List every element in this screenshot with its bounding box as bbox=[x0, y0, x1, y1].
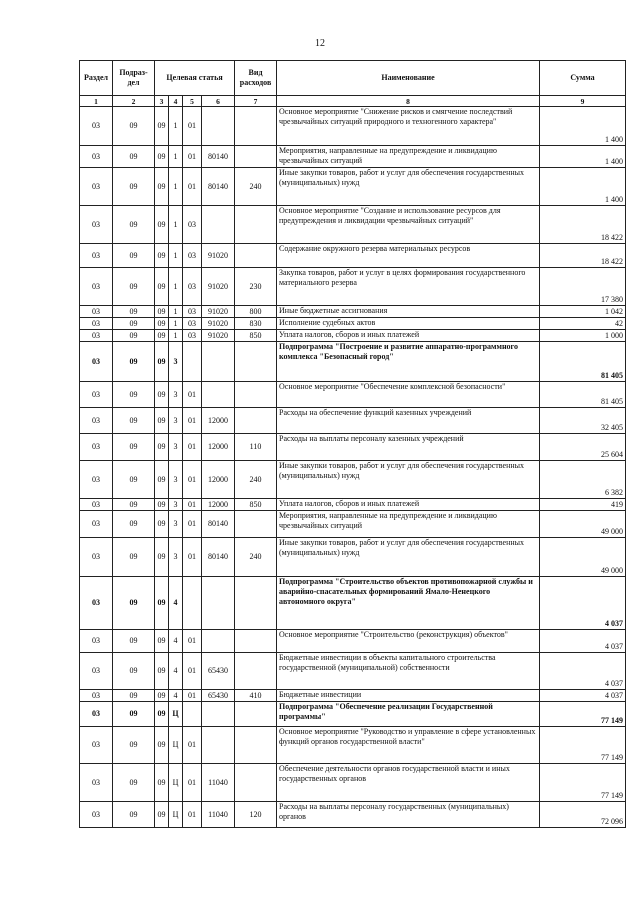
cell-cs-program: 09 bbox=[155, 342, 169, 382]
cell-cs-program: 09 bbox=[155, 630, 169, 653]
cell-summa: 81 405 bbox=[540, 382, 626, 408]
table-row bbox=[80, 107, 626, 146]
cell-razdel: 03 bbox=[80, 461, 113, 499]
cell-naimenovanie: Мероприятия, направленные на предупреждение и ликвидацию чрезвычайных ситуаций bbox=[277, 511, 540, 538]
cell-podrazdel: 09 bbox=[113, 168, 155, 206]
cell-cs-subprogram: 3 bbox=[169, 408, 183, 434]
cell-podrazdel: 09 bbox=[113, 342, 155, 382]
cell-cs-event: 03 bbox=[183, 244, 202, 268]
cell-vid-rashodov bbox=[235, 206, 277, 244]
cell-cs-event: 03 bbox=[183, 306, 202, 318]
cell-razdel: 03 bbox=[80, 690, 113, 702]
cell-vid-rashodov bbox=[235, 244, 277, 268]
cell-vid-rashodov: 120 bbox=[235, 802, 277, 828]
column-number-row bbox=[80, 96, 626, 107]
cell-summa: 77 149 bbox=[540, 727, 626, 764]
cell-cs-subprogram: 1 bbox=[169, 244, 183, 268]
cell-podrazdel: 09 bbox=[113, 461, 155, 499]
cell-summa: 18 422 bbox=[540, 244, 626, 268]
cell-cs-direction: 91020 bbox=[202, 306, 235, 318]
cell-cs-program: 09 bbox=[155, 206, 169, 244]
cell-razdel: 03 bbox=[80, 342, 113, 382]
header-naimenovanie: Наименование bbox=[277, 61, 540, 96]
col-number: 7 bbox=[235, 96, 277, 107]
cell-razdel: 03 bbox=[80, 107, 113, 146]
cell-cs-event: 03 bbox=[183, 330, 202, 342]
cell-vid-rashodov bbox=[235, 511, 277, 538]
cell-cs-direction: 12000 bbox=[202, 461, 235, 499]
col-number: 8 bbox=[277, 96, 540, 107]
cell-razdel: 03 bbox=[80, 244, 113, 268]
cell-cs-event: 01 bbox=[183, 434, 202, 461]
col-number: 1 bbox=[80, 96, 113, 107]
cell-cs-direction: 11040 bbox=[202, 764, 235, 802]
cell-summa: 77 149 bbox=[540, 764, 626, 802]
cell-podrazdel: 09 bbox=[113, 206, 155, 244]
table-row bbox=[80, 727, 626, 764]
cell-cs-subprogram: 4 bbox=[169, 577, 183, 630]
cell-podrazdel: 09 bbox=[113, 653, 155, 690]
cell-naimenovanie: Расходы на выплаты персоналу казенных учреждений bbox=[277, 434, 540, 461]
cell-cs-subprogram: 1 bbox=[169, 146, 183, 168]
cell-cs-event: 01 bbox=[183, 802, 202, 828]
cell-podrazdel: 09 bbox=[113, 434, 155, 461]
cell-naimenovanie: Иные закупки товаров, работ и услуг для обеспечения государственных (муниципальных) нужд bbox=[277, 538, 540, 577]
col-number: 4 bbox=[169, 96, 183, 107]
cell-cs-direction bbox=[202, 206, 235, 244]
col-number: 3 bbox=[155, 96, 169, 107]
cell-naimenovanie: Бюджетные инвестиции в объекты капитального строительства государственной (муниципальной) собственности bbox=[277, 653, 540, 690]
cell-cs-event bbox=[183, 577, 202, 630]
cell-cs-event: 01 bbox=[183, 653, 202, 690]
cell-summa: 1 000 bbox=[540, 330, 626, 342]
col-number: 2 bbox=[113, 96, 155, 107]
cell-podrazdel: 09 bbox=[113, 727, 155, 764]
cell-cs-program: 09 bbox=[155, 434, 169, 461]
cell-cs-event: 01 bbox=[183, 107, 202, 146]
cell-summa: 4 037 bbox=[540, 577, 626, 630]
header-podrazdel: Подраз- дел bbox=[113, 61, 155, 96]
cell-cs-direction: 65430 bbox=[202, 690, 235, 702]
cell-summa: 419 bbox=[540, 499, 626, 511]
cell-cs-event: 01 bbox=[183, 630, 202, 653]
cell-naimenovanie: Уплата налогов, сборов и иных платежей bbox=[277, 330, 540, 342]
cell-cs-program: 09 bbox=[155, 727, 169, 764]
cell-podrazdel: 09 bbox=[113, 330, 155, 342]
cell-summa: 4 037 bbox=[540, 690, 626, 702]
cell-naimenovanie: Подпрограмма "Строительство объектов противопожарной службы и аварийно-спасательных формирований Ямало-Ненецкого автономного округа" bbox=[277, 577, 540, 630]
cell-cs-event: 01 bbox=[183, 690, 202, 702]
cell-cs-program: 09 bbox=[155, 408, 169, 434]
cell-podrazdel: 09 bbox=[113, 499, 155, 511]
cell-cs-program: 09 bbox=[155, 244, 169, 268]
cell-cs-subprogram: 4 bbox=[169, 690, 183, 702]
cell-cs-program: 09 bbox=[155, 653, 169, 690]
cell-summa: 77 149 bbox=[540, 702, 626, 727]
cell-naimenovanie: Основное мероприятие "Руководство и управление в сфере установленных функций органов государственной власти" bbox=[277, 727, 540, 764]
cell-cs-direction: 12000 bbox=[202, 408, 235, 434]
cell-cs-program: 09 bbox=[155, 577, 169, 630]
cell-cs-direction: 91020 bbox=[202, 268, 235, 306]
cell-naimenovanie: Закупка товаров, работ и услуг в целях формирования государственного материального резерва bbox=[277, 268, 540, 306]
cell-naimenovanie: Уплата налогов, сборов и иных платежей bbox=[277, 499, 540, 511]
cell-cs-direction bbox=[202, 342, 235, 382]
cell-cs-program: 09 bbox=[155, 306, 169, 318]
cell-cs-subprogram: 1 bbox=[169, 168, 183, 206]
cell-razdel: 03 bbox=[80, 168, 113, 206]
table-row bbox=[80, 802, 626, 828]
table-body bbox=[80, 107, 626, 828]
cell-vid-rashodov: 230 bbox=[235, 268, 277, 306]
cell-cs-direction bbox=[202, 107, 235, 146]
cell-razdel: 03 bbox=[80, 318, 113, 330]
cell-cs-program: 09 bbox=[155, 702, 169, 727]
table-row bbox=[80, 499, 626, 511]
cell-cs-direction bbox=[202, 630, 235, 653]
cell-vid-rashodov bbox=[235, 408, 277, 434]
cell-cs-direction: 91020 bbox=[202, 318, 235, 330]
cell-naimenovanie: Расходы на выплаты персоналу государственных (муниципальных) органов bbox=[277, 802, 540, 828]
cell-cs-event bbox=[183, 342, 202, 382]
cell-summa: 6 382 bbox=[540, 461, 626, 499]
cell-cs-event: 03 bbox=[183, 318, 202, 330]
col-number: 9 bbox=[540, 96, 626, 107]
cell-summa: 72 096 bbox=[540, 802, 626, 828]
page-number: 12 bbox=[315, 38, 325, 49]
cell-cs-subprogram: 4 bbox=[169, 630, 183, 653]
table-row bbox=[80, 244, 626, 268]
cell-cs-direction: 65430 bbox=[202, 653, 235, 690]
cell-cs-program: 09 bbox=[155, 764, 169, 802]
cell-naimenovanie: Основное мероприятие "Строительство (реконструкция) объектов" bbox=[277, 630, 540, 653]
cell-razdel: 03 bbox=[80, 538, 113, 577]
cell-cs-direction: 80140 bbox=[202, 146, 235, 168]
cell-razdel: 03 bbox=[80, 511, 113, 538]
header-summa: Сумма bbox=[540, 61, 626, 96]
cell-summa: 4 037 bbox=[540, 630, 626, 653]
cell-cs-subprogram: 1 bbox=[169, 318, 183, 330]
cell-razdel: 03 bbox=[80, 653, 113, 690]
cell-vid-rashodov bbox=[235, 146, 277, 168]
cell-razdel: 03 bbox=[80, 268, 113, 306]
cell-podrazdel: 09 bbox=[113, 107, 155, 146]
table-row bbox=[80, 538, 626, 577]
table-row bbox=[80, 434, 626, 461]
cell-cs-event: 01 bbox=[183, 499, 202, 511]
cell-razdel: 03 bbox=[80, 146, 113, 168]
cell-cs-subprogram: Ц bbox=[169, 764, 183, 802]
cell-vid-rashodov: 410 bbox=[235, 690, 277, 702]
cell-cs-direction bbox=[202, 382, 235, 408]
cell-razdel: 03 bbox=[80, 382, 113, 408]
cell-cs-event bbox=[183, 702, 202, 727]
cell-cs-direction: 12000 bbox=[202, 434, 235, 461]
cell-summa: 49 000 bbox=[540, 538, 626, 577]
cell-cs-event: 01 bbox=[183, 538, 202, 577]
cell-summa: 81 405 bbox=[540, 342, 626, 382]
cell-naimenovanie: Расходы на обеспечение функций казенных учреждений bbox=[277, 408, 540, 434]
cell-podrazdel: 09 bbox=[113, 802, 155, 828]
header-razdel: Раздел bbox=[80, 61, 113, 96]
cell-cs-direction: 80140 bbox=[202, 168, 235, 206]
cell-razdel: 03 bbox=[80, 630, 113, 653]
cell-podrazdel: 09 bbox=[113, 577, 155, 630]
cell-vid-rashodov bbox=[235, 727, 277, 764]
table-row bbox=[80, 168, 626, 206]
cell-summa: 42 bbox=[540, 318, 626, 330]
table-row bbox=[80, 330, 626, 342]
col-number: 6 bbox=[202, 96, 235, 107]
cell-cs-program: 09 bbox=[155, 802, 169, 828]
cell-cs-subprogram: 1 bbox=[169, 306, 183, 318]
cell-cs-subprogram: 3 bbox=[169, 382, 183, 408]
table-row bbox=[80, 268, 626, 306]
cell-vid-rashodov: 240 bbox=[235, 461, 277, 499]
cell-cs-direction: 80140 bbox=[202, 511, 235, 538]
table-row bbox=[80, 408, 626, 434]
cell-podrazdel: 09 bbox=[113, 318, 155, 330]
cell-summa: 49 000 bbox=[540, 511, 626, 538]
cell-cs-event: 01 bbox=[183, 461, 202, 499]
cell-cs-event: 01 bbox=[183, 146, 202, 168]
col-number: 5 bbox=[183, 96, 202, 107]
cell-cs-subprogram: 1 bbox=[169, 330, 183, 342]
cell-summa: 32 405 bbox=[540, 408, 626, 434]
cell-cs-subprogram: Ц bbox=[169, 702, 183, 727]
cell-podrazdel: 09 bbox=[113, 538, 155, 577]
header-row bbox=[80, 61, 626, 96]
cell-summa: 17 380 bbox=[540, 268, 626, 306]
cell-cs-direction bbox=[202, 577, 235, 630]
cell-summa: 1 042 bbox=[540, 306, 626, 318]
cell-cs-program: 09 bbox=[155, 511, 169, 538]
cell-cs-direction: 91020 bbox=[202, 330, 235, 342]
cell-razdel: 03 bbox=[80, 434, 113, 461]
table-row bbox=[80, 511, 626, 538]
cell-cs-direction bbox=[202, 727, 235, 764]
cell-cs-event: 01 bbox=[183, 382, 202, 408]
cell-cs-event: 01 bbox=[183, 727, 202, 764]
cell-podrazdel: 09 bbox=[113, 630, 155, 653]
table-row bbox=[80, 342, 626, 382]
cell-cs-program: 09 bbox=[155, 382, 169, 408]
cell-vid-rashodov bbox=[235, 342, 277, 382]
cell-naimenovanie: Иные закупки товаров, работ и услуг для обеспечения государственных (муниципальных) нужд bbox=[277, 461, 540, 499]
cell-naimenovanie: Содержание окружного резерва материальных ресурсов bbox=[277, 244, 540, 268]
cell-razdel: 03 bbox=[80, 764, 113, 802]
table-row bbox=[80, 306, 626, 318]
cell-cs-event: 03 bbox=[183, 206, 202, 244]
budget-table bbox=[79, 60, 626, 828]
table-row bbox=[80, 702, 626, 727]
cell-vid-rashodov: 850 bbox=[235, 330, 277, 342]
cell-vid-rashodov bbox=[235, 630, 277, 653]
cell-razdel: 03 bbox=[80, 802, 113, 828]
cell-vid-rashodov bbox=[235, 577, 277, 630]
cell-razdel: 03 bbox=[80, 330, 113, 342]
cell-cs-subprogram: 1 bbox=[169, 107, 183, 146]
table-row bbox=[80, 690, 626, 702]
cell-vid-rashodov: 240 bbox=[235, 538, 277, 577]
cell-podrazdel: 09 bbox=[113, 764, 155, 802]
cell-cs-subprogram: 3 bbox=[169, 538, 183, 577]
cell-naimenovanie: Мероприятия, направленные на предупреждение и ликвидацию чрезвычайных ситуаций bbox=[277, 146, 540, 168]
header-celevaya-statya: Целевая статья bbox=[155, 61, 235, 96]
cell-cs-subprogram: 4 bbox=[169, 653, 183, 690]
cell-cs-program: 09 bbox=[155, 318, 169, 330]
cell-cs-program: 09 bbox=[155, 268, 169, 306]
cell-cs-program: 09 bbox=[155, 499, 169, 511]
cell-podrazdel: 09 bbox=[113, 690, 155, 702]
cell-vid-rashodov: 110 bbox=[235, 434, 277, 461]
cell-cs-direction: 91020 bbox=[202, 244, 235, 268]
cell-razdel: 03 bbox=[80, 577, 113, 630]
cell-cs-subprogram: 3 bbox=[169, 499, 183, 511]
cell-podrazdel: 09 bbox=[113, 306, 155, 318]
cell-cs-direction bbox=[202, 702, 235, 727]
cell-vid-rashodov bbox=[235, 764, 277, 802]
cell-naimenovanie: Подпрограмма "Построение и развитие аппаратно-программного комплекса "Безопасный город" bbox=[277, 342, 540, 382]
cell-cs-event: 01 bbox=[183, 408, 202, 434]
cell-cs-event: 01 bbox=[183, 168, 202, 206]
cell-vid-rashodov bbox=[235, 653, 277, 690]
cell-podrazdel: 09 bbox=[113, 268, 155, 306]
cell-cs-subprogram: 3 bbox=[169, 434, 183, 461]
cell-naimenovanie: Обеспечение деятельности органов государственной власти и иных государственных органов bbox=[277, 764, 540, 802]
cell-cs-subprogram: 3 bbox=[169, 342, 183, 382]
cell-cs-program: 09 bbox=[155, 168, 169, 206]
cell-naimenovanie: Бюджетные инвестиции bbox=[277, 690, 540, 702]
cell-cs-subprogram: 1 bbox=[169, 268, 183, 306]
cell-summa: 18 422 bbox=[540, 206, 626, 244]
cell-summa: 1 400 bbox=[540, 146, 626, 168]
table-row bbox=[80, 206, 626, 244]
cell-cs-subprogram: Ц bbox=[169, 802, 183, 828]
cell-podrazdel: 09 bbox=[113, 146, 155, 168]
table-row bbox=[80, 146, 626, 168]
cell-cs-program: 09 bbox=[155, 461, 169, 499]
cell-cs-direction: 80140 bbox=[202, 538, 235, 577]
cell-vid-rashodov: 800 bbox=[235, 306, 277, 318]
cell-cs-program: 09 bbox=[155, 107, 169, 146]
cell-vid-rashodov: 240 bbox=[235, 168, 277, 206]
table-row bbox=[80, 318, 626, 330]
cell-naimenovanie: Исполнение судебных актов bbox=[277, 318, 540, 330]
cell-naimenovanie: Основное мероприятие "Обеспечение комплексной безопасности" bbox=[277, 382, 540, 408]
cell-summa: 4 037 bbox=[540, 653, 626, 690]
cell-cs-program: 09 bbox=[155, 690, 169, 702]
cell-cs-subprogram: 3 bbox=[169, 511, 183, 538]
cell-razdel: 03 bbox=[80, 702, 113, 727]
cell-podrazdel: 09 bbox=[113, 382, 155, 408]
cell-naimenovanie: Иные бюджетные ассигнования bbox=[277, 306, 540, 318]
cell-podrazdel: 09 bbox=[113, 244, 155, 268]
cell-cs-program: 09 bbox=[155, 146, 169, 168]
cell-cs-event: 03 bbox=[183, 268, 202, 306]
cell-vid-rashodov: 850 bbox=[235, 499, 277, 511]
table-row bbox=[80, 577, 626, 630]
cell-podrazdel: 09 bbox=[113, 408, 155, 434]
cell-razdel: 03 bbox=[80, 306, 113, 318]
cell-razdel: 03 bbox=[80, 408, 113, 434]
cell-naimenovanie: Иные закупки товаров, работ и услуг для обеспечения государственных (муниципальных) нужд bbox=[277, 168, 540, 206]
cell-naimenovanie: Подпрограмма "Обеспечение реализации Государственной программы" bbox=[277, 702, 540, 727]
cell-razdel: 03 bbox=[80, 206, 113, 244]
header-vid-rashodov: Вид расходов bbox=[235, 61, 277, 96]
cell-vid-rashodov: 830 bbox=[235, 318, 277, 330]
table-row bbox=[80, 461, 626, 499]
table-row bbox=[80, 382, 626, 408]
cell-summa: 1 400 bbox=[540, 107, 626, 146]
cell-cs-event: 01 bbox=[183, 511, 202, 538]
table-row bbox=[80, 653, 626, 690]
cell-cs-subprogram: Ц bbox=[169, 727, 183, 764]
cell-cs-subprogram: 1 bbox=[169, 206, 183, 244]
cell-cs-program: 09 bbox=[155, 330, 169, 342]
cell-podrazdel: 09 bbox=[113, 702, 155, 727]
table-row bbox=[80, 764, 626, 802]
cell-summa: 25 604 bbox=[540, 434, 626, 461]
cell-naimenovanie: Основное мероприятие "Создание и использование ресурсов для предупреждения и ликвидации чрезвычайных ситуаций" bbox=[277, 206, 540, 244]
cell-vid-rashodov bbox=[235, 702, 277, 727]
cell-cs-direction: 11040 bbox=[202, 802, 235, 828]
cell-razdel: 03 bbox=[80, 727, 113, 764]
table-row bbox=[80, 630, 626, 653]
cell-podrazdel: 09 bbox=[113, 511, 155, 538]
cell-naimenovanie: Основное мероприятие "Снижение рисков и смягчение последствий чрезвычайных ситуаций природного и техногенного характера" bbox=[277, 107, 540, 146]
cell-cs-direction: 12000 bbox=[202, 499, 235, 511]
cell-cs-event: 01 bbox=[183, 764, 202, 802]
cell-cs-program: 09 bbox=[155, 538, 169, 577]
cell-razdel: 03 bbox=[80, 499, 113, 511]
cell-cs-subprogram: 3 bbox=[169, 461, 183, 499]
cell-vid-rashodov bbox=[235, 107, 277, 146]
cell-summa: 1 400 bbox=[540, 168, 626, 206]
cell-vid-rashodov bbox=[235, 382, 277, 408]
